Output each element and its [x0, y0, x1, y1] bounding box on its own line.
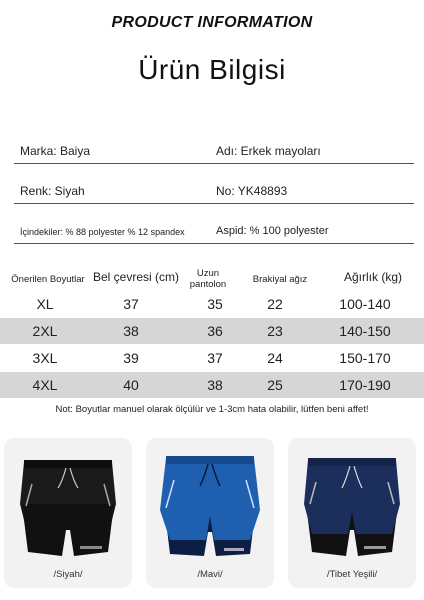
- cell-leg-opening: 25: [267, 377, 283, 393]
- cell-waist: 39: [123, 350, 139, 366]
- model-no-text: No: YK48893: [216, 184, 288, 198]
- th-leg-opening: Brakiyal ağız: [252, 274, 308, 285]
- lining-text: Aspid: % 100 polyester: [216, 225, 329, 237]
- info-row-brand: [14, 140, 414, 164]
- cell-weight: 100-140: [339, 296, 391, 312]
- table-row: [0, 372, 424, 398]
- cell-size: 3XL: [32, 350, 58, 366]
- header-title-en: PRODUCT INFORMATION: [111, 14, 313, 31]
- table-row: [0, 291, 424, 317]
- cell-size: 4XL: [32, 377, 58, 393]
- cell-waist: 38: [123, 323, 139, 339]
- cell-waist: 40: [123, 377, 139, 393]
- info-row-material: [14, 220, 414, 244]
- disclaimer-note: Not: Boyutlar manuel olarak ölçülür ve 1-3cm hata olabilir, lütfen beni affet!: [55, 404, 369, 415]
- color-text: Renk: Siyah: [20, 184, 85, 198]
- cell-weight: 150-170: [339, 350, 391, 366]
- product-caption: /Mavi/: [197, 569, 223, 580]
- product-card-blue[interactable]: [146, 438, 274, 588]
- cell-weight: 170-190: [339, 377, 391, 393]
- product-caption: /Siyah/: [53, 569, 83, 580]
- table-row: [0, 345, 424, 371]
- cell-size: XL: [36, 296, 54, 312]
- cell-length: 35: [207, 296, 223, 312]
- product-card-navy[interactable]: [288, 438, 416, 588]
- cell-weight: 140-150: [339, 323, 391, 339]
- info-row-color: [14, 180, 414, 204]
- th-size: Önerilen Boyutlar: [11, 274, 85, 285]
- shorts-blue-image: [152, 444, 268, 562]
- contents-text: İçindekiler: % 88 polyester % 12 spandex: [20, 227, 185, 237]
- cell-leg-opening: 22: [267, 296, 283, 312]
- name-text: Adı: Erkek mayoları: [216, 144, 321, 158]
- shorts-black-image: [10, 444, 126, 562]
- cell-length: 36: [207, 323, 223, 339]
- product-caption: /Tibet Yeşili/: [326, 569, 378, 580]
- th-waist: Bel çevresi (cm): [92, 270, 179, 284]
- cell-length: 37: [207, 350, 223, 366]
- cell-size: 2XL: [32, 323, 58, 339]
- product-card-black[interactable]: [4, 438, 132, 588]
- th-length: Uzun pantolon: [189, 268, 227, 290]
- cell-leg-opening: 23: [267, 323, 283, 339]
- shorts-navy-image: [294, 444, 410, 562]
- th-weight: Ağırlık (kg): [343, 270, 402, 284]
- brand-text: Marka: Baiya: [20, 144, 91, 158]
- table-row: [0, 318, 424, 344]
- header-title-tr: Ürün Bilgisi: [138, 54, 286, 85]
- cell-waist: 37: [123, 296, 139, 312]
- cell-leg-opening: 24: [267, 350, 283, 366]
- cell-length: 38: [207, 377, 223, 393]
